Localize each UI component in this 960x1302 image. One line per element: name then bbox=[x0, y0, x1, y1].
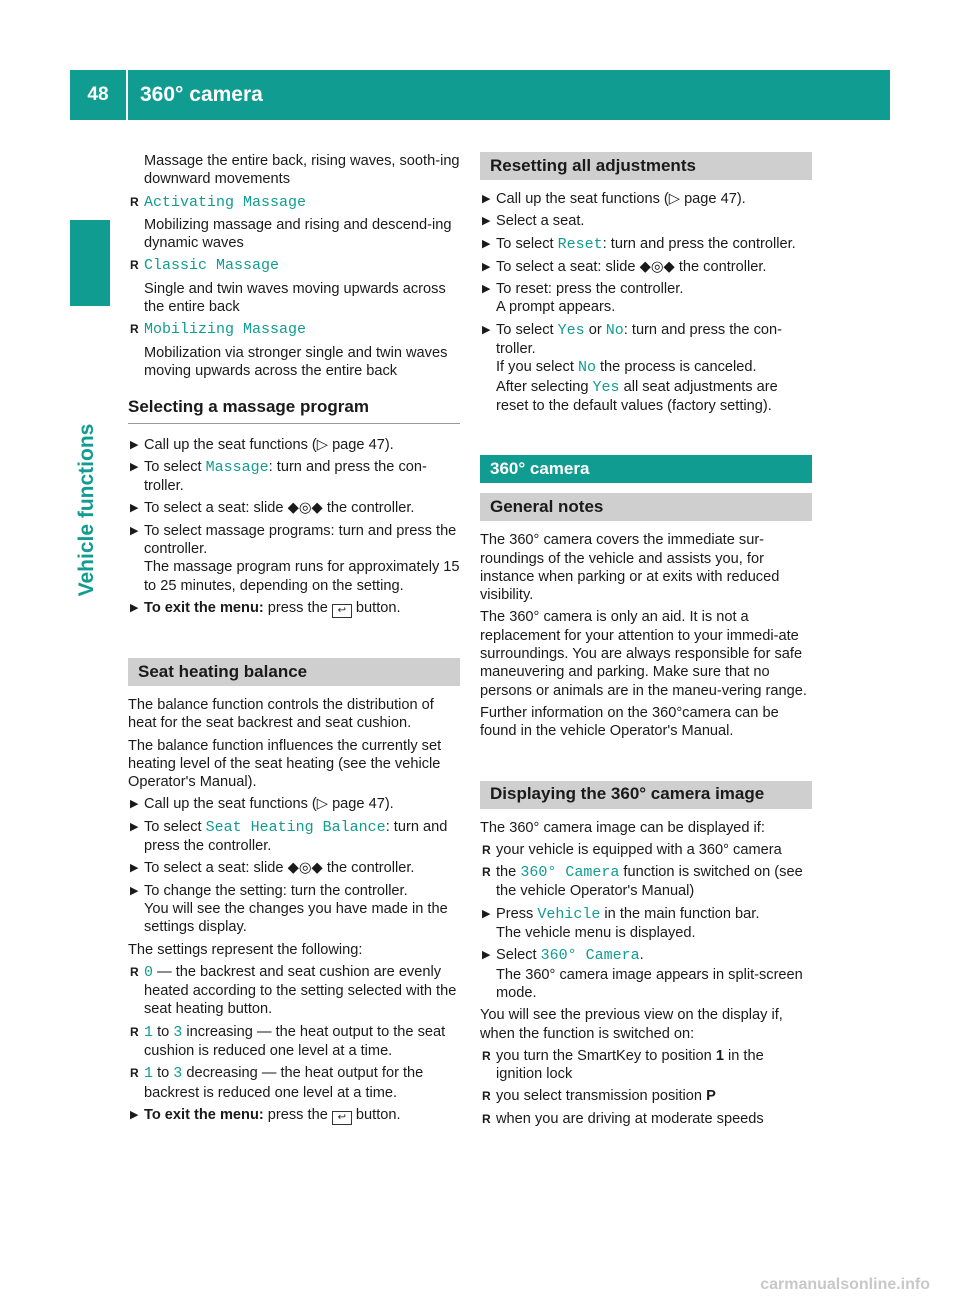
step: ▶ Call up the seat functions (▷ page 47). bbox=[130, 436, 394, 453]
section-heading: Seat heating balance bbox=[128, 658, 460, 686]
step-arrow-icon: ▶ bbox=[482, 907, 491, 920]
step: ▶ To select Reset: turn and press the controller. bbox=[482, 235, 796, 253]
step: ▶ To select a seat: slide ◆◎◆ the controller. bbox=[130, 500, 415, 517]
step-arrow-icon: ▶ bbox=[130, 798, 139, 811]
step: ▶ To exit the menu: press the ↩ button. bbox=[130, 599, 401, 616]
bullet-icon: R bbox=[482, 1048, 491, 1063]
step-note: The vehicle menu is displayed. bbox=[496, 925, 696, 942]
paragraph: The 360° camera covers the immediate sur-roundings of the vehicle and assists you, for instance when parking or at exits with reduced visibility. bbox=[480, 532, 780, 604]
bullet-icon: R bbox=[130, 964, 139, 979]
left-column bbox=[128, 152, 460, 1129]
menu-code: Reset bbox=[557, 235, 603, 253]
step-arrow-icon: ▶ bbox=[482, 283, 491, 296]
step-arrow-icon: ▶ bbox=[130, 1108, 139, 1121]
controller-slide-icon: ◆◎◆ bbox=[287, 500, 323, 517]
list-item: R 1 to 3 decreasing — the heat output for the backrest is reduced one level at a time. bbox=[130, 1065, 424, 1101]
step: ▶ To change the setting: turn the controller. You will see the changes you have made in the settings display. bbox=[130, 882, 448, 936]
step: ▶ To select Yes or No: turn and press the con-troller. If you select No the process is canceled. After selecting Yes all seat adjustments are reset to the default values (factory setting). bbox=[482, 321, 782, 414]
menu-code: Massage bbox=[205, 458, 269, 476]
bullet-icon: R bbox=[482, 865, 491, 880]
section-heading: Selecting a massage program bbox=[128, 394, 460, 423]
list-item: R you select transmission position P bbox=[482, 1088, 716, 1105]
step-arrow-icon: ▶ bbox=[482, 193, 491, 205]
paragraph: You will see the previous view on the display if, when the function is switched on: bbox=[480, 1007, 783, 1042]
step-note: A prompt appears. bbox=[496, 299, 616, 316]
page-number: 48 bbox=[87, 84, 109, 105]
right-column bbox=[480, 152, 812, 1132]
step: ▶ To exit the menu: press the ↩ button. bbox=[130, 1106, 401, 1123]
watermark: carmanualsonline.info bbox=[760, 1276, 930, 1293]
step: ▶ To reset: press the controller. A prompt appears. bbox=[482, 281, 684, 316]
list-item: R when you are driving at moderate speeds bbox=[482, 1110, 764, 1127]
paragraph: The settings represent the following: bbox=[128, 941, 363, 958]
option-desc: Mobilizing massage and rising and descend-ing dynamic waves bbox=[144, 216, 452, 252]
list-item: R your vehicle is equipped with a 360° camera bbox=[482, 841, 782, 858]
bullet-icon: R bbox=[130, 1024, 139, 1039]
paragraph: Further information on the 360°camera can be found in the vehicle Operator's Manual. bbox=[480, 704, 779, 740]
bullet-icon: R bbox=[130, 194, 139, 209]
step: ▶ Select 360° Camera. The 360° camera image appears in split-screen mode. bbox=[482, 947, 803, 1001]
bullet-icon: R bbox=[130, 1066, 139, 1081]
step-arrow-icon: ▶ bbox=[130, 884, 139, 897]
controller-slide-icon: ◆◎◆ bbox=[639, 258, 675, 275]
massage-intro: Massage the entire back, rising waves, sooth-ing downward movements bbox=[144, 153, 460, 188]
section-heading: General notes bbox=[480, 493, 812, 521]
step-arrow-icon: ▶ bbox=[482, 237, 491, 250]
section-heading: Resetting all adjustments bbox=[480, 152, 812, 180]
list-item: R 0 — the backrest and seat cushion are evenly heated according to the setting selected with the seat heating button. bbox=[130, 963, 457, 1018]
menu-code: Seat Heating Balance bbox=[205, 818, 386, 836]
step: ▶ To select massage programs: turn and press the controller. The massage program runs for approximately 15 to 25 minutes, depending on the setting. bbox=[130, 522, 460, 594]
bullet-icon: R bbox=[130, 258, 139, 273]
option-desc: Mobilization via stronger single and twin waves moving upwards across the entire back bbox=[144, 344, 448, 379]
option-code: Classic Massage bbox=[144, 257, 280, 275]
step: ▶ To select a seat: slide ◆◎◆ the controller. bbox=[130, 860, 415, 877]
controller-slide-icon: ◆◎◆ bbox=[287, 860, 323, 877]
header-divider bbox=[126, 70, 128, 120]
paragraph: The balance function influences the currently set heating level of the seat heating (see the vehicle Operator's Manual). bbox=[128, 737, 442, 791]
step: ▶ To select Seat Heating Balance: turn and press the controller. bbox=[130, 818, 448, 855]
list-item: R the 360° Camera function is switched on (see the vehicle Operator's Manual) bbox=[482, 864, 803, 900]
step: ▶ Call up the seat functions (▷ page 47). bbox=[130, 796, 394, 813]
page-title: 360° camera bbox=[140, 83, 263, 106]
list-item bbox=[128, 320, 460, 339]
step-arrow-icon: ▶ bbox=[482, 323, 491, 336]
list-item: R you turn the SmartKey to position 1 in the ignition lock bbox=[482, 1047, 764, 1083]
back-button-icon: ↩ bbox=[332, 604, 352, 618]
option-code: Activating Massage bbox=[144, 193, 307, 211]
step-note: The 360° camera image appears in split-screen mode. bbox=[496, 966, 803, 1001]
bullet-icon: R bbox=[482, 1089, 491, 1104]
step: ▶ Press Vehicle in the main function bar. The vehicle menu is displayed. bbox=[482, 905, 760, 942]
list-item: R 1 to 3 increasing — the heat output to the seat cushion is reduced one level at a time. bbox=[130, 1023, 446, 1059]
section-marker bbox=[70, 220, 110, 306]
step-arrow-icon: ▶ bbox=[130, 862, 139, 875]
step-arrow-icon: ▶ bbox=[130, 438, 139, 451]
step-arrow-icon: ▶ bbox=[130, 524, 139, 537]
chapter-heading: 360° camera bbox=[480, 455, 812, 483]
step-arrow-icon: ▶ bbox=[482, 260, 491, 273]
step: ▶ Select a seat. bbox=[482, 213, 585, 230]
step: ▶ Call up the seat functions (▷ page 47). bbox=[482, 191, 746, 207]
bullet-icon: R bbox=[482, 1111, 491, 1126]
paragraph: The 360° camera is only an aid. It is not a replacement for your attention to your immedi-ate surroundings. You are always responsible for safe maneuvering and parking. Make sure that no persons or animals are in the maneu-vering range. bbox=[480, 609, 807, 699]
bullet-icon: R bbox=[130, 322, 139, 337]
section-heading: Displaying the 360° camera image bbox=[480, 781, 812, 809]
paragraph: The 360° camera image can be displayed if: bbox=[480, 819, 765, 836]
list-item bbox=[128, 193, 460, 212]
step: ▶ To select a seat: slide ◆◎◆ the controller. bbox=[482, 258, 767, 275]
step-arrow-icon: ▶ bbox=[130, 502, 139, 515]
paragraph: The balance function controls the distribution of heat for the seat backrest and seat cushion. bbox=[128, 696, 434, 732]
sidebar-label: Vehicle functions bbox=[75, 423, 98, 597]
back-button-icon: ↩ bbox=[332, 1111, 352, 1125]
list-item bbox=[128, 256, 460, 275]
option-desc: Single and twin waves moving upwards across the entire back bbox=[144, 280, 446, 316]
bullet-icon: R bbox=[482, 842, 491, 857]
step-note: You will see the changes you have made in the settings display. bbox=[144, 900, 448, 936]
step-arrow-icon: ▶ bbox=[130, 460, 139, 473]
step-arrow-icon: ▶ bbox=[130, 820, 139, 833]
step-arrow-icon: ▶ bbox=[130, 601, 139, 614]
option-code: Mobilizing Massage bbox=[144, 321, 307, 339]
step-note: The massage program runs for approximately 15 to 25 minutes, depending on the setting. bbox=[144, 559, 460, 594]
step-arrow-icon: ▶ bbox=[482, 215, 491, 228]
step: ▶ To select Massage: turn and press the con-troller. bbox=[130, 458, 427, 495]
step-arrow-icon: ▶ bbox=[482, 949, 491, 962]
